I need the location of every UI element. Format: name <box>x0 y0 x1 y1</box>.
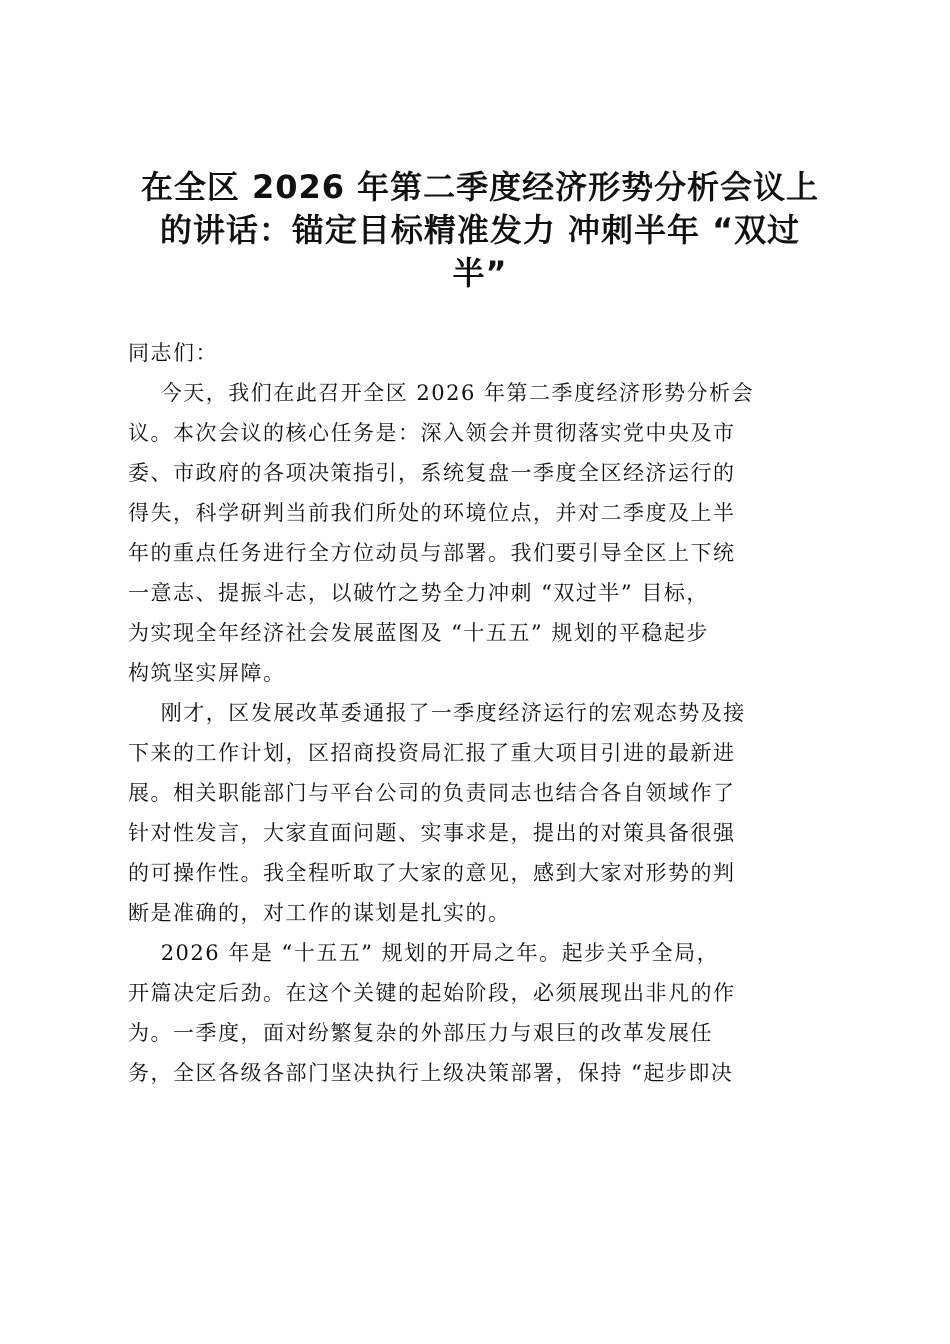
text-line: 今天，我们在此召开全区 2026 年第二季度经济形势分析会 <box>128 381 754 405</box>
document-body <box>128 333 832 1093</box>
document-title <box>128 166 832 295</box>
title-line: 半” <box>452 254 508 292</box>
paragraph-2 <box>128 693 832 933</box>
text-line: 的可操作性。我全程听取了大家的意见，感到大家对形势的判 <box>128 861 736 885</box>
text-line: 开篇决定后劲。在这个关键的起始阶段，必须展现出非凡的作 <box>128 981 736 1005</box>
paragraph-3 <box>128 933 832 1093</box>
text-line: 务，全区各级各部门坚决执行上级决策部署，保持 “起步即决 <box>128 1061 734 1085</box>
text-line: 年的重点任务进行全方位动员与部署。我们要引导全区上下统 <box>128 541 736 565</box>
title-line: 的讲话：锚定目标精准发力 冲刺半年 “双过 <box>159 211 801 249</box>
salutation: 同志们： <box>128 341 218 365</box>
title-line: 在全区 2026 年第二季度经济形势分析会议上 <box>140 168 820 206</box>
text-line: 展。相关职能部门与平台公司的负责同志也结合各自领域作了 <box>128 781 736 805</box>
text-line: 2026 年是 “十五五” 规划的开局之年。起步关乎全局， <box>128 941 720 965</box>
text-line: 委、市政府的各项决策指引，系统复盘一季度全区经济运行的 <box>128 461 736 485</box>
text-line: 构筑坚实屏障。 <box>128 661 286 685</box>
text-line: 议。本次会议的核心任务是：深入领会并贯彻落实党中央及市 <box>128 421 736 445</box>
text-line: 为实现全年经济社会发展蓝图及 “十五五” 规划的平稳起步 <box>128 621 709 645</box>
text-line: 下来的工作计划，区招商投资局汇报了重大项目引进的最新进 <box>128 741 736 765</box>
text-line: 为。一季度，面对纷繁复杂的外部压力与艰巨的改革发展任 <box>128 1021 713 1045</box>
paragraph-1 <box>128 373 832 693</box>
text-line: 刚才，区发展改革委通报了一季度经济运行的宏观态势及接 <box>128 701 746 725</box>
text-line: 得失，科学研判当前我们所处的环境位点，并对二季度及上半 <box>128 501 736 525</box>
text-line: 一意志、提振斗志，以破竹之势全力冲刺 “双过半” 目标， <box>128 581 709 605</box>
text-line: 针对性发言，大家直面问题、实事求是，提出的对策具备很强 <box>128 821 736 845</box>
text-line: 断是准确的，对工作的谋划是扎实的。 <box>128 901 511 925</box>
